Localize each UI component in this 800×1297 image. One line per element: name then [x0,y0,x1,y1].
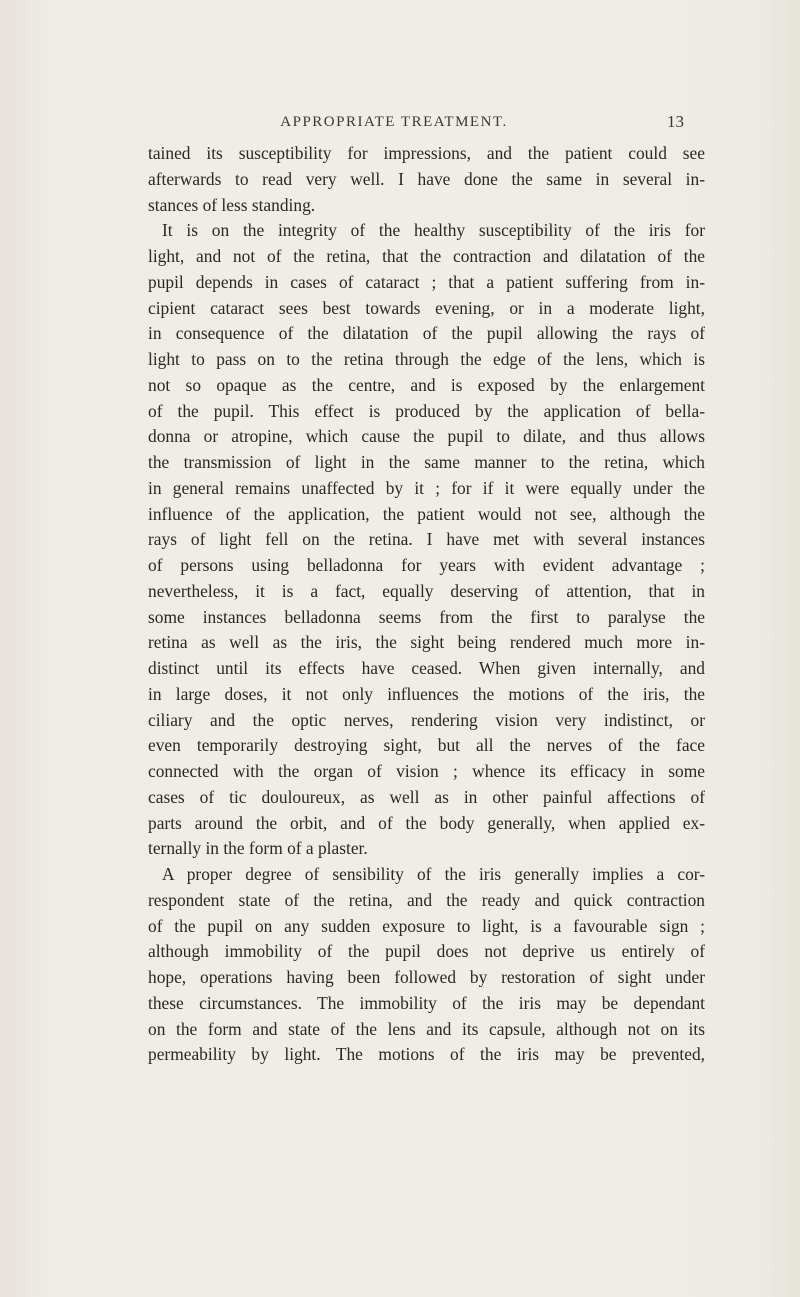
text-line: although immobility of the pupil does not deprive us entirely of [148,941,705,962]
text-line: ciliary and the optic nerves, rendering vision very indistinct, or [148,709,705,730]
text-line: in general remains unaffected by it ; for if it were equally under the [148,477,705,498]
text-line: cases of tic douloureux, as well as in other painful affections of [148,786,705,807]
text-line: pupil depends in cases of cataract ; that a patient suffering from in- [148,271,705,292]
text-line: hope, operations having been followed by restoration of sight under [148,967,705,987]
text-line: stances of less standing. [148,194,316,215]
text-line: in large doses, it not only influences the motions of the iris, the [148,683,705,704]
text-line: permeability by light. The motions of the iris may be prevented, [148,1044,705,1065]
text-line: on the form and state of the lens and its capsule, although not on its [148,1018,705,1039]
text-line: donna or atropine, which cause the pupil to dilate, and thus allows [148,426,705,447]
text-line: these circumstances. The immobility of the iris may be dependant [148,992,705,1013]
text-line: of the pupil. This effect is produced by the application of bella- [148,400,705,421]
text-line: nevertheless, it is a fact, equally deserving of attention, that in [148,580,705,601]
text-line: A proper degree of sensibility of the iris generally implies a cor- [162,864,705,884]
body-text [148,141,705,1068]
text-line: in consequence of the dilatation of the pupil allowing the rays of [148,323,705,344]
text-line: It is on the integrity of the healthy susceptibility of the iris for [162,220,705,241]
text-line: the transmission of light in the same manner to the retina, which [148,452,705,472]
text-line: influence of the application, the patient would not see, although the [148,503,705,524]
text-line: light, and not of the retina, that the contraction and dilatation of the [148,246,705,266]
text-line: some instances belladonna seems from the first to paralyse the [148,606,705,627]
text-line: connected with the organ of vision ; whence its efficacy in some [148,761,705,781]
running-head-title: APPROPRIATE TREATMENT. [280,114,508,130]
text-line: respondent state of the retina, and the ready and quick contraction [148,889,705,910]
page-number: 13 [667,112,684,131]
text-line: afterwards to read very well. I have done the same in several in- [148,168,705,189]
text-line: cipient cataract sees best towards evening, or in a moderate light, [148,297,705,318]
text-line: rays of light fell on the retina. I have met with several instances [148,529,705,550]
text-line: even temporarily destroying sight, but all the nerves of the face [148,735,705,756]
text-line: distinct until its effects have ceased. When given internally, and [148,658,705,678]
text-line: ternally in the form of a plaster. [148,838,368,859]
text-line: of the pupil on any sudden exposure to light, is a favourable sign ; [148,915,705,936]
text-line: of persons using belladonna for years with evident advantage ; [148,555,705,575]
text-line: not so opaque as the centre, and is exposed by the enlargement [148,374,705,395]
text-line: tained its susceptibility for impressions, and the patient could see [148,143,705,163]
text-line: retina as well as the iris, the sight being rendered much more in- [148,632,705,653]
text-line: parts around the orbit, and of the body generally, when applied ex- [148,812,705,833]
running-head [118,112,684,138]
text-line: light to pass on to the retina through the edge of the lens, which is [148,349,705,369]
